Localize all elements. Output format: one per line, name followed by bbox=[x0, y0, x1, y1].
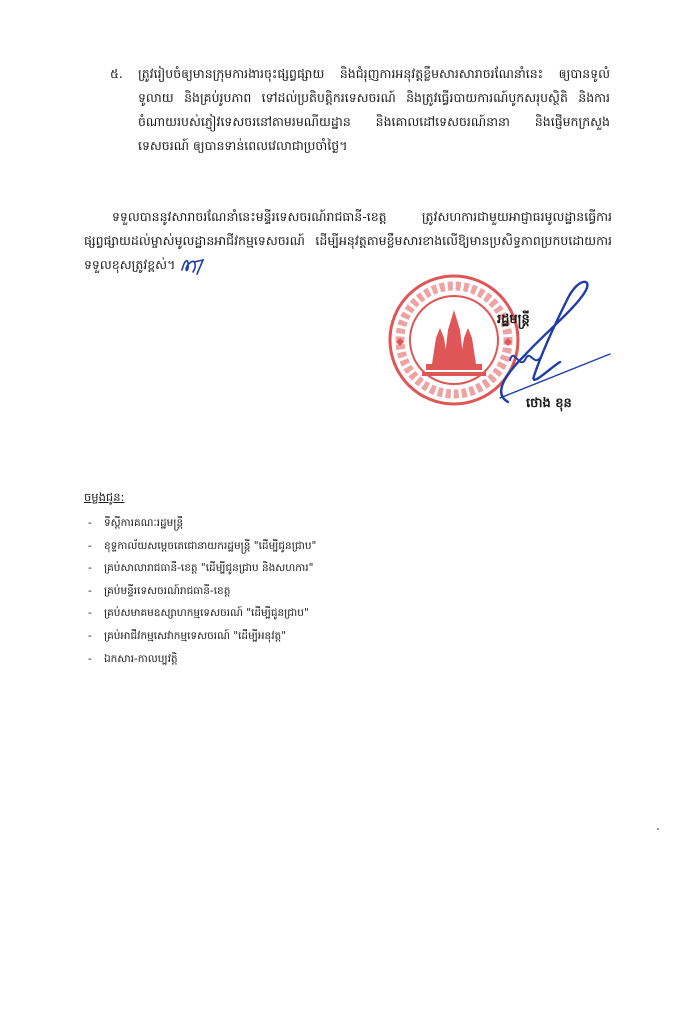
list-item: - គ្រប់អាជីវកម្មសេវាកម្មទេសចរណ៍ "ដើម្បីអនុវត្ត" bbox=[88, 629, 287, 642]
numbered-paragraph-5 bbox=[110, 62, 610, 158]
list-item: - គ្រប់សាលារាជធានី-ខេត្ត "ដើម្បីជូនជ្រាប និងសហការ" bbox=[88, 562, 314, 575]
closing-paragraph-text: ទទួលបាននូវសារាចរណែនាំនេះមន្ទីរទេសចរណ៍រាជធានី-ខេត្ត ត្រូវសហការជាមួយអាជ្ញាធរមូលដ្ឋានធ្វើការផ្សព្វផ្សាយដល់ម្ចាស់មូលដ្ឋានអាជីវកម្មទេសចរណ៍ ដើម្បីអនុវត្តតាមខ្លឹមសារខាងលើឱ្យមានប្រសិទ្ធភាពប្រកបដោយការទទួលខុសត្រូវខ្ពស់។ bbox=[84, 209, 612, 272]
paragraph-text: ត្រូវរៀបចំឲ្យមានក្រុមការងារចុះផ្សព្វផ្សាយ និងជំរុញការអនុវត្តខ្លឹមសារសារាចរណែនាំនេះ ឲ្យបានទូលំទូលាយ និងគ្រប់រូបភាព ទៅដល់ប្រតិបត្តិករទេសចរណ៍ និងត្រូវធ្វើរបាយការណ៍បូកសរុបស្ថិតិ និងការចំណាយរបស់ភ្ញៀវទេសចរនៅតាមរមណីយដ្ឋាន និងគោលដៅទេសចរណ៍នានា និងផ្ញើមកក្រសួងទេសចរណ៍ ឲ្យបានទាន់ពេលវេលាជាប្រចាំថ្ងៃ។ bbox=[138, 66, 610, 153]
paragraph-number: ៥. bbox=[110, 66, 123, 81]
scan-speck bbox=[657, 828, 659, 830]
distribution-title: ចម្លងជូន: bbox=[84, 490, 125, 504]
list-item: - ខុទ្ទកាល័យសម្តេចតេជោនាយករដ្ឋមន្ត្រី "ដើម្បីជូនជ្រាប" bbox=[88, 539, 317, 552]
handwritten-initials bbox=[179, 256, 205, 276]
list-item: - គ្រប់មន្ទីរទេសចរណ៍រាជធានី-ខេត្ត bbox=[88, 584, 231, 597]
signatory-name: ថោង ខុន bbox=[526, 396, 572, 411]
distribution-list bbox=[88, 512, 316, 670]
list-item: - ឯកសារ-កាលប្បវត្តិ bbox=[88, 652, 178, 665]
handwritten-signature bbox=[460, 272, 620, 412]
list-item: - ទីស្តីការគណៈរដ្ឋមន្ត្រី bbox=[88, 517, 184, 529]
list-item: - គ្រប់សមាគមឧស្សាហកម្មទេសចរណ៍ "ដើម្បីជូនជ្រាប" bbox=[88, 607, 309, 620]
closing-paragraph bbox=[84, 205, 612, 277]
signatory-title: រដ្ឋមន្ត្រី bbox=[497, 312, 530, 327]
